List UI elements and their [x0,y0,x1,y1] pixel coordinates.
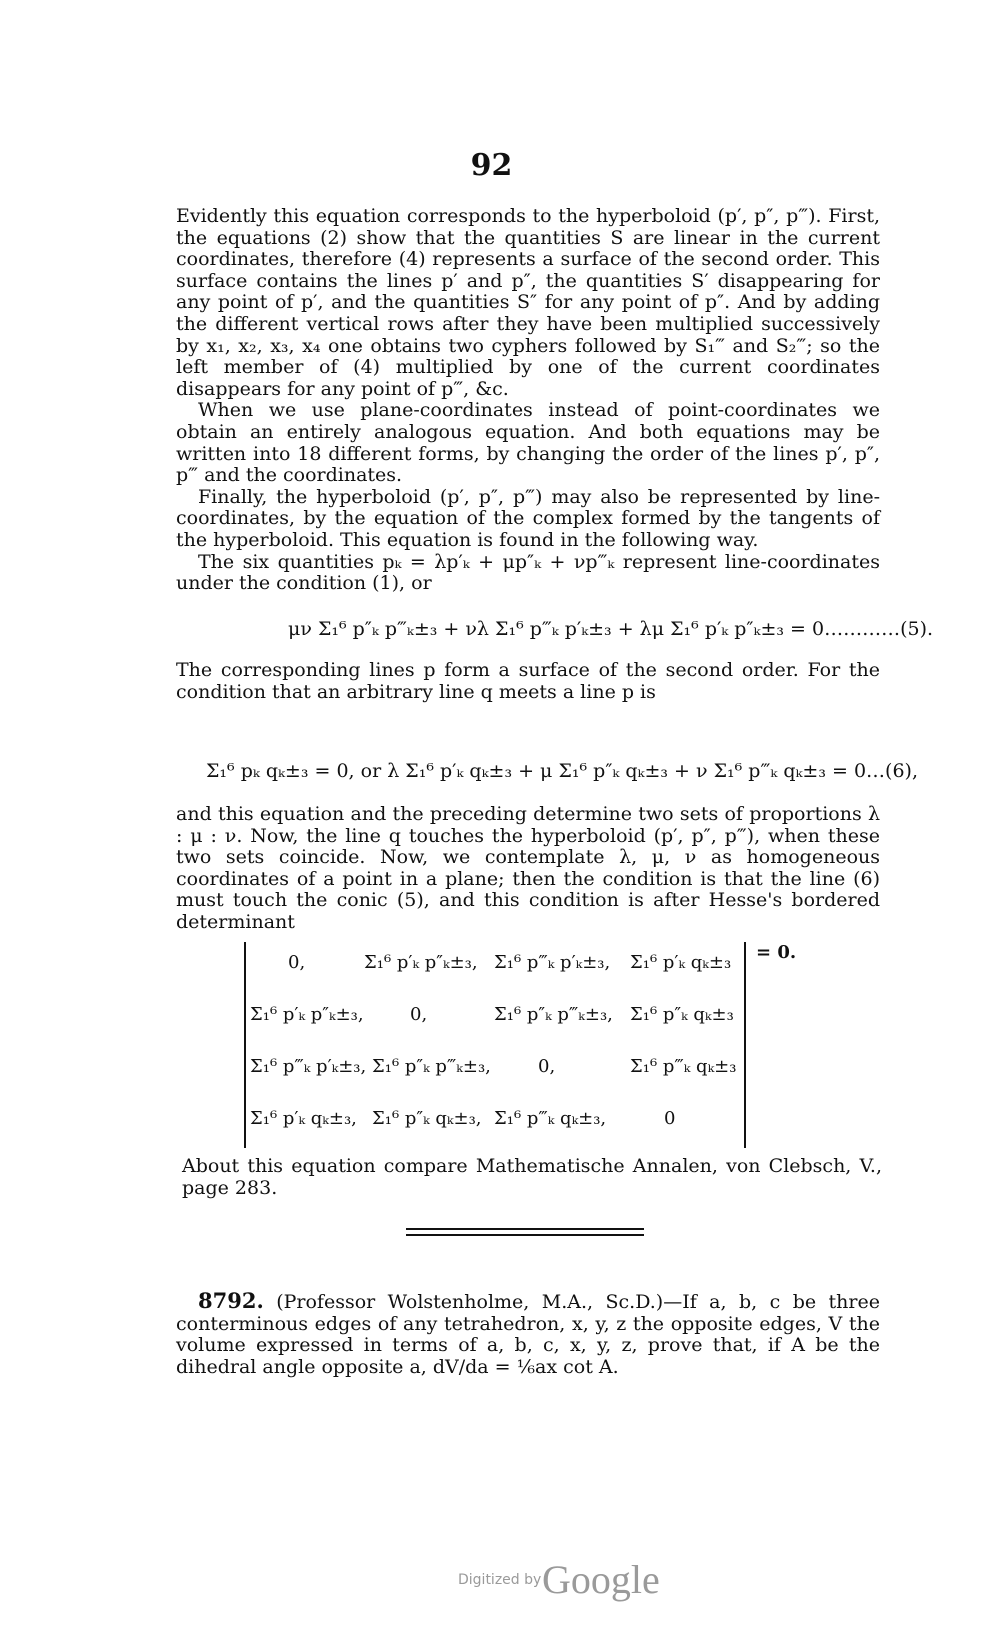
det-cell: 0 [664,1108,676,1129]
det-cell: 0, [410,1004,428,1025]
digitized-by-google [458,1556,678,1600]
det-cell: Σ₁⁶ p‴ₖ p′ₖ±₃, [494,952,611,973]
det-cell: Σ₁⁶ p″ₖ qₖ±₃, [372,1108,482,1129]
paragraph-second-order: The corresponding lines p form a surface of the second order. For the condition that an arbitrary line q meets a line p is [176,659,880,703]
divider-bottom [406,1234,644,1236]
equation-5: μν Σ₁⁶ p″ₖ p‴ₖ±₃ + νλ Σ₁⁶ p‴ₖ p′ₖ±₃ + λμ Σ₁⁶ p′ₖ p″ₖ±₃ = 0…………(5). [288,618,934,640]
bordered-determinant [244,942,797,1148]
determinant-equals: = 0. [756,942,797,963]
det-cell: Σ₁⁶ p″ₖ p‴ₖ±₃, [494,1004,613,1025]
det-cell: Σ₁⁶ p″ₖ p‴ₖ±₃, [372,1056,491,1077]
paragraph-six-quantities: The six quantities pₖ = λp′ₖ + μp″ₖ + νp‴ₖ represent line-coordinates under the condition (1), or [176,550,880,595]
paragraph-hyperboloid: Evidently this equation corresponds to the hyperboloid (p′, p″, p‴). First, the equations (2) show that the quantities S are linear in the current coordinates, therefore (4) represents a surface of the second order. This surface contains the lines p′ and p″, the quantities S′ disappearing for any point of p′, and the quantities S″ for any point of p″. And by adding the different vertical rows after they have been multiplied successively by x₁, x₂, x₃, x₄ one obtains two cyphers followed by S₁‴ and S₂‴; so the left member of (4) multiplied by one of the current coordinates disappears for any point of p‴, &c. [176,205,880,400]
det-cell: Σ₁⁶ p″ₖ qₖ±₃ [630,1004,734,1025]
det-cell: 0, [538,1056,556,1077]
det-cell: 0, [288,952,306,973]
det-cell: Σ₁⁶ p‴ₖ qₖ±₃ [630,1056,737,1077]
paragraph-proportions: and this equation and the preceding determine two sets of proportions λ : μ : ν. Now, the line q touches the hyperboloid (p′, p″, p‴), when these two sets coincide. Now, we contemplate λ, μ, ν as homogeneous coordinates of a point in a plane; then the condition is that the line (6) must touch the conic (5), and this condition is after Hesse's bordered determinant [176,803,880,933]
divider-top [406,1228,644,1230]
digitized-label: Digitized by [458,1572,542,1588]
problem-number: 8792. [198,1288,264,1313]
det-cell: Σ₁⁶ p‴ₖ qₖ±₃, [494,1108,607,1129]
page-number: 92 [470,148,513,183]
determinant-right-bar [744,942,746,1148]
det-cell: Σ₁⁶ p′ₖ p″ₖ±₃, [250,1004,364,1025]
det-cell: Σ₁⁶ p‴ₖ p′ₖ±₃, [250,1056,367,1077]
problem-8792 [176,1290,880,1378]
paragraph-line-coordinates: Finally, the hyperboloid (p′, p″, p‴) may also be represented by line-coordinates, by the equation of the complex formed by the tangents of the hyperboloid. This equation is found in the following way. [176,485,880,551]
det-cell: Σ₁⁶ p′ₖ qₖ±₃, [250,1108,357,1129]
det-cell: Σ₁⁶ p′ₖ qₖ±₃ [630,952,732,973]
det-cell: Σ₁⁶ p′ₖ p″ₖ±₃, [364,952,478,973]
paragraph-plane-coordinates: When we use plane-coordinates instead of point-coordinates we obtain an entirely analogous equation. And both equations may be written into 18 different forms, by changing the order of the lines p′, p″, p‴ and the coordinates. [176,399,880,487]
body-text [176,206,880,595]
problem-text: (Professor Wolstenholme, M.A., Sc.D.)—If a, b, c be three conterminous edges of any tetrahedron, x, y, z the opposite edges, V the volume expressed in terms of a, b, c, x, y, z, prove that, if A be the dihedral angle opposite a, dV/da = ⅙ax cot A. [176,1291,880,1378]
determinant-left-bar [244,942,246,1148]
google-logo: Google [542,1557,660,1602]
equation-6: Σ₁⁶ pₖ qₖ±₃ = 0, or λ Σ₁⁶ p′ₖ qₖ±₃ + μ Σ₁⁶ p″ₖ qₖ±₃ + ν Σ₁⁶ p‴ₖ qₖ±₃ = 0…(6), [206,760,918,782]
paragraph-reference: About this equation compare Mathematische Annalen, von Clebsch, V., page 283. [182,1155,882,1199]
